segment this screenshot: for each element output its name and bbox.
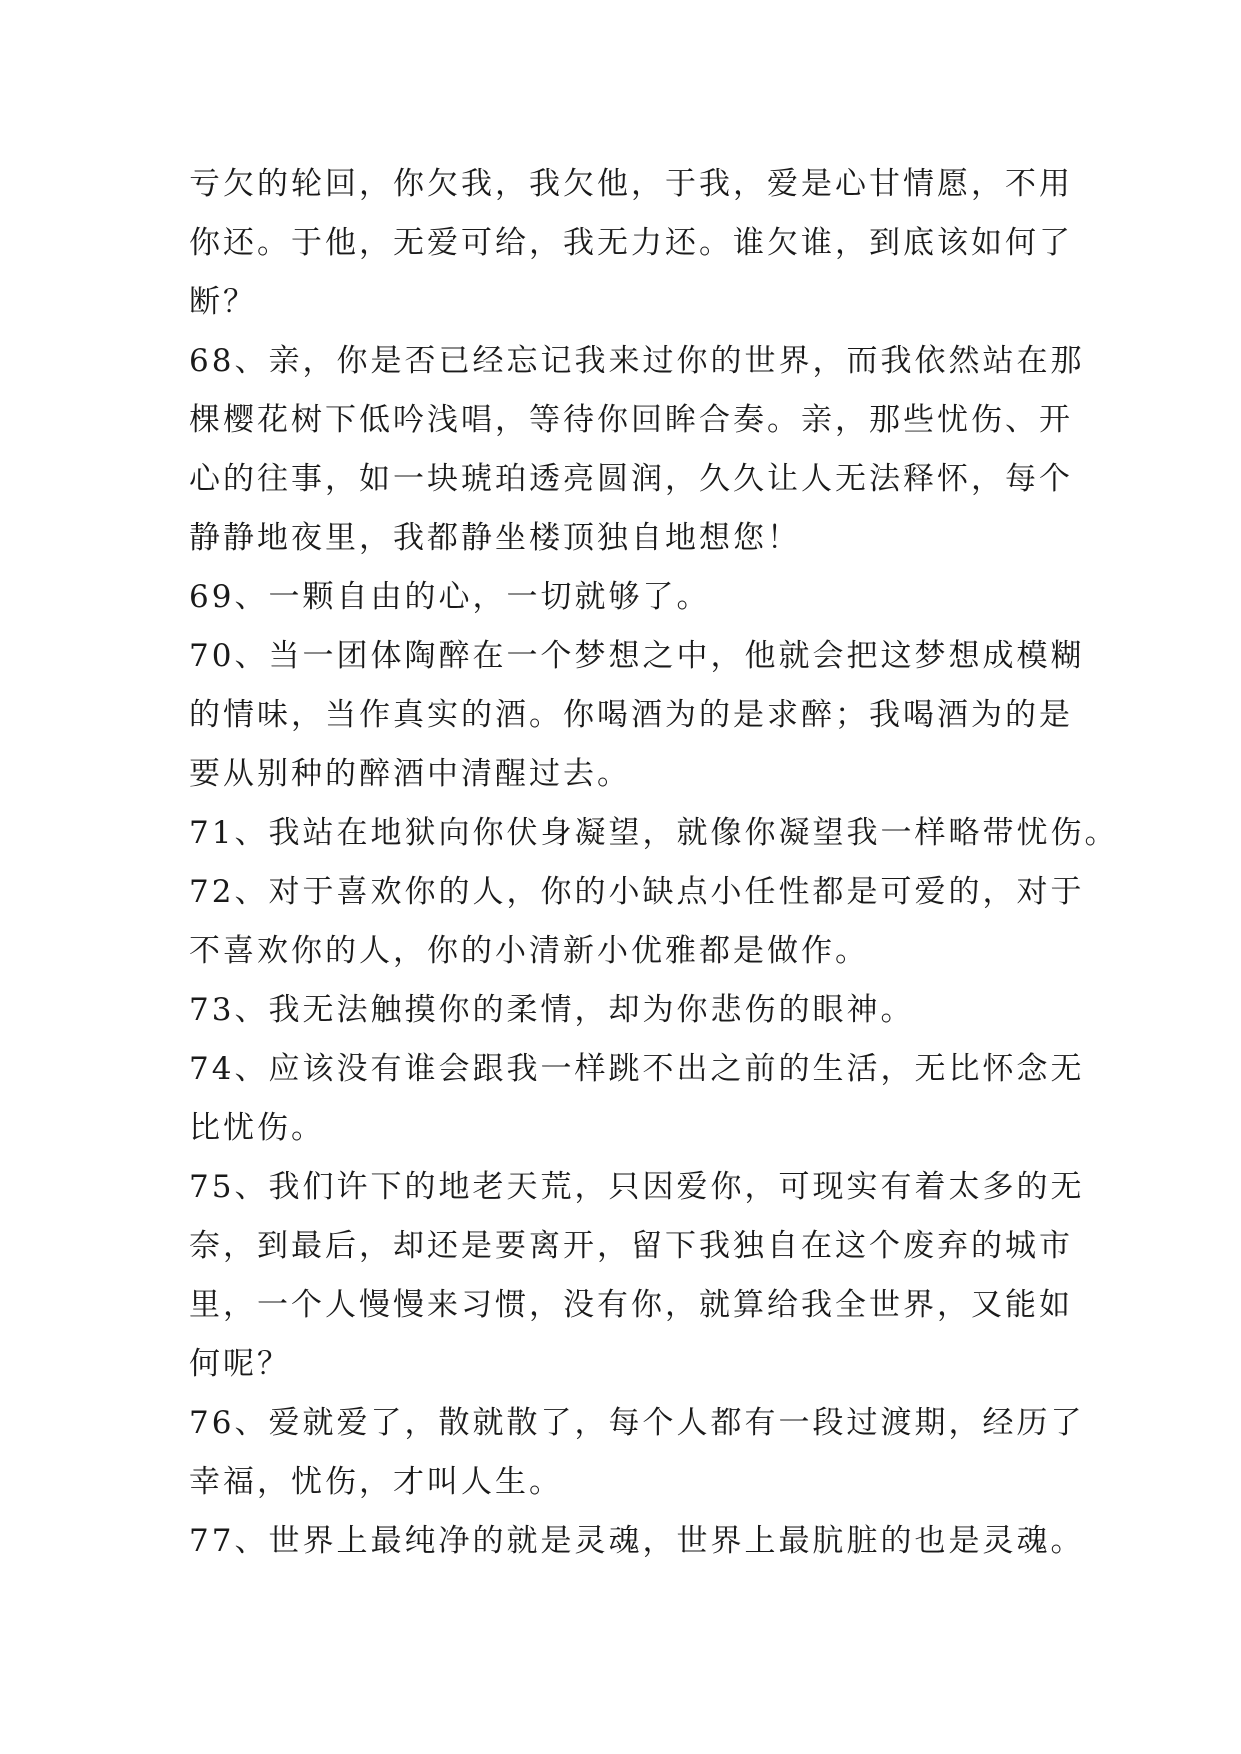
text-line: 74、应该没有谁会跟我一样跳不出之前的生活，无比怀念无 — [189, 1051, 1085, 1087]
text-line: 断？ — [189, 284, 257, 320]
text-line: 幸福，忧伤，才叫人生。 — [189, 1464, 563, 1500]
text-line: 要从别种的醉酒中清醒过去。 — [189, 756, 631, 792]
text-line: 奈，到最后，却还是要离开，留下我独自在这个废弃的城市 — [189, 1228, 1073, 1264]
text-line: 71、我站在地狱向你伏身凝望，就像你凝望我一样略带忧伤。 — [189, 815, 1119, 851]
text-line: 棵樱花树下低吟浅唱，等待你回眸合奏。亲，那些忧伤、开 — [189, 402, 1073, 438]
text-line: 何呢？ — [189, 1346, 291, 1382]
text-line: 里，一个人慢慢来习惯，没有你，就算给我全世界，又能如 — [189, 1287, 1073, 1323]
text-line: 77、世界上最纯净的就是灵魂，世界上最肮脏的也是灵魂。 — [189, 1523, 1085, 1559]
text-line: 的情味，当作真实的酒。你喝酒为的是求醉；我喝酒为的是 — [189, 697, 1073, 733]
text-line: 72、对于喜欢你的人，你的小缺点小任性都是可爱的，对于 — [189, 874, 1085, 910]
document-body — [189, 155, 1119, 1571]
text-line: 73、我无法触摸你的柔情，却为你悲伤的眼神。 — [189, 992, 915, 1028]
text-line: 你还。于他，无爱可给，我无力还。谁欠谁，到底该如何了 — [189, 225, 1073, 261]
text-line: 69、一颗自由的心，一切就够了。 — [189, 579, 711, 615]
text-line: 静静地夜里，我都静坐楼顶独自地想您！ — [189, 520, 801, 556]
text-line: 68、亲，你是否已经忘记我来过你的世界，而我依然站在那 — [189, 343, 1085, 379]
text-line: 70、当一团体陶醉在一个梦想之中，他就会把这梦想成模糊 — [189, 638, 1085, 674]
text-line: 心的往事，如一块琥珀透亮圆润，久久让人无法释怀，每个 — [189, 461, 1073, 497]
text-line: 亏欠的轮回，你欠我，我欠他，于我，爱是心甘情愿，不用 — [189, 166, 1073, 202]
text-line: 比忧伤。 — [189, 1110, 325, 1146]
text-line: 75、我们许下的地老天荒，只因爱你，可现实有着太多的无 — [189, 1169, 1085, 1205]
text-line: 76、爱就爱了，散就散了，每个人都有一段过渡期，经历了 — [189, 1405, 1085, 1441]
text-line: 不喜欢你的人，你的小清新小优雅都是做作。 — [189, 933, 869, 969]
